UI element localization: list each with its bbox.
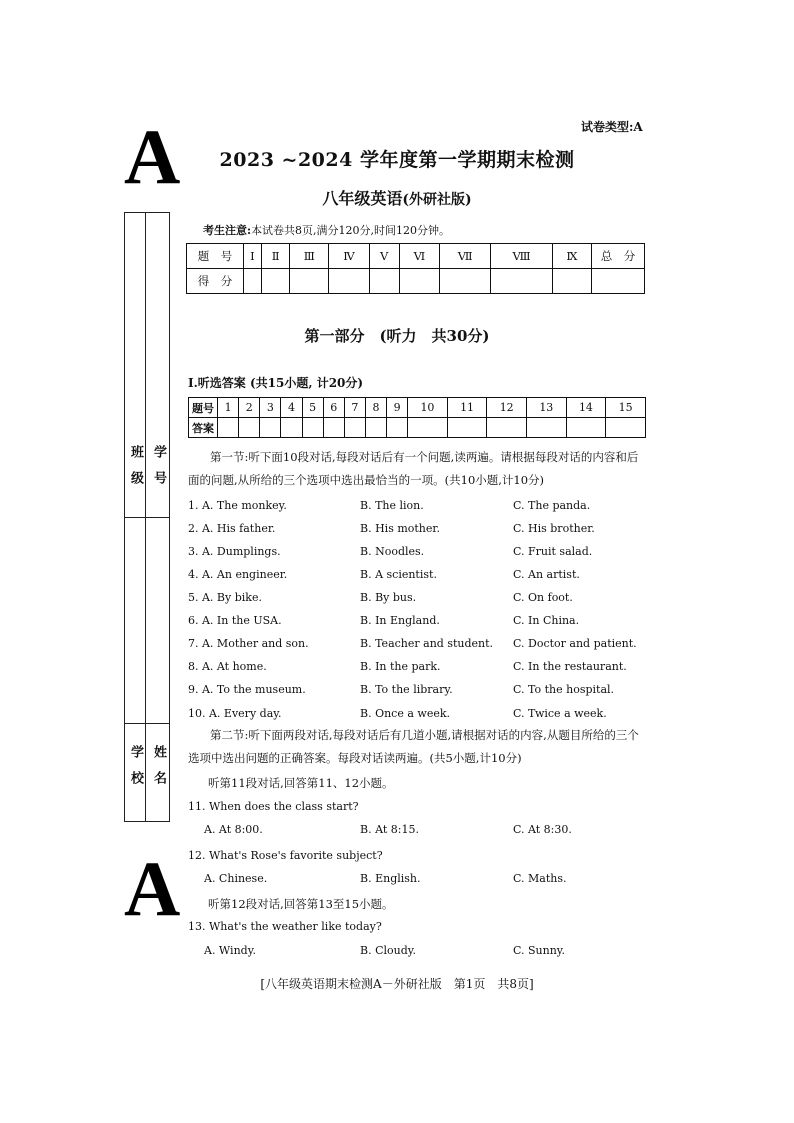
q3-option-a: 3. A. Dumplings.	[188, 545, 281, 558]
q7-option-a: 7. A. Mother and son.	[188, 637, 309, 650]
section-title: 第一部分 (听力 共30分)	[304, 327, 490, 345]
answer-number: 10	[408, 398, 448, 418]
student-number-label: 学 号	[151, 445, 166, 484]
score-cell	[290, 269, 329, 294]
answer-number: 13	[527, 398, 567, 418]
answer-table	[188, 397, 646, 438]
page-footer: [八年级英语期末检测A－外研社版 第1页 共8页]	[260, 977, 534, 991]
answer-number: 11	[447, 398, 487, 418]
notice-label: 考生注意:	[203, 224, 252, 237]
answer-cell	[527, 418, 567, 438]
q3-option-c: C. Fruit salad.	[513, 545, 593, 558]
exam-subtitle	[0, 186, 794, 209]
answer-cell	[365, 418, 386, 438]
score-cell	[440, 269, 491, 294]
answer-number: 15	[606, 398, 646, 418]
q1-option-b: B. The lion.	[360, 499, 424, 512]
answer-number: 4	[281, 398, 302, 418]
score-table-score-row	[187, 269, 645, 294]
score-col: Ⅱ	[261, 244, 289, 269]
score-col: Ⅳ	[329, 244, 369, 269]
answer-number: 8	[365, 398, 386, 418]
score-cell	[491, 269, 553, 294]
paper-type-letter-top: A	[124, 113, 181, 200]
q11-stem: 11. When does the class start?	[188, 800, 359, 813]
score-col: Ⅵ	[399, 244, 440, 269]
score-cell	[552, 269, 591, 294]
answer-cell	[218, 418, 239, 438]
answer-cell	[408, 418, 448, 438]
score-cell	[399, 269, 440, 294]
score-col: Ⅰ	[244, 244, 262, 269]
score-cell	[369, 269, 399, 294]
section2-instructions: 第二节:听下面两段对话,每段对话后有几道小题,请根据对话的内容,从题目所给的三个选项中选出问题的正确答案。每段对话读两遍。(共5小题,计10分)	[188, 728, 639, 765]
q11-option-b: B. At 8:15.	[360, 823, 419, 836]
q5-option-b: B. By bus.	[360, 591, 417, 604]
binding-line	[125, 517, 169, 518]
q6-option-b: B. In England.	[360, 614, 440, 627]
answer-number: 3	[260, 398, 281, 418]
q4-option-a: 4. A. An engineer.	[188, 568, 288, 581]
q9-option-b: B. To the library.	[360, 683, 453, 696]
q8-option-c: C. In the restaurant.	[513, 660, 627, 673]
q11-option-c: C. At 8:30.	[513, 823, 572, 836]
score-cell	[592, 269, 645, 294]
answer-cell	[302, 418, 323, 438]
class-label: 班 级	[128, 445, 143, 484]
q10-option-a: 10. A. Every day.	[188, 707, 282, 720]
answer-cell	[344, 418, 365, 438]
score-table-header-row	[187, 244, 645, 269]
part-title: Ⅰ.听选答案 (共15小题, 计20分)	[188, 376, 364, 390]
q1-option-c: C. The panda.	[513, 499, 591, 512]
binding-line	[125, 723, 169, 724]
q13-stem: 13. What's the weather like today?	[188, 920, 382, 933]
q9-option-c: C. To the hospital.	[513, 683, 615, 696]
q6-option-c: C. In China.	[513, 614, 580, 627]
binding-strip	[124, 212, 170, 822]
subject-name: 八年级英语	[322, 189, 403, 208]
dialog-11-intro: 听第11段对话,回答第11、12小题。	[208, 776, 394, 790]
score-cell	[244, 269, 262, 294]
q13-option-b: B. Cloudy.	[360, 944, 417, 957]
score-cell	[261, 269, 289, 294]
q2-option-c: C. His brother.	[513, 522, 595, 535]
section1-instructions: 第一节:听下面10段对话,每段对话后有一个问题,读两遍。请根据每段对话的内容和后面的问题,从所给的三个选项中选出最恰当的一项。(共10小题,计10分)	[188, 450, 639, 487]
name-label: 姓 名	[151, 745, 166, 784]
notice-text: 本试卷共8页,满分120分,时间120分钟。	[251, 224, 451, 237]
q2-option-b: B. His mother.	[360, 522, 440, 535]
answer-number-row	[189, 398, 646, 418]
q7-option-b: B. Teacher and student.	[360, 637, 494, 650]
q9-option-a: 9. A. To the museum.	[188, 683, 306, 696]
q2-option-a: 2. A. His father.	[188, 522, 276, 535]
score-col: Ⅸ	[552, 244, 591, 269]
paper-type-label: 试卷类型:A	[581, 120, 643, 134]
q8-option-b: B. In the park.	[360, 660, 441, 673]
q13-option-a: A. Windy.	[204, 944, 256, 957]
q3-option-b: B. Noodles.	[360, 545, 425, 558]
q1-option-a: 1. A. The monkey.	[188, 499, 287, 512]
q12-option-b: B. English.	[360, 872, 421, 885]
answer-cell	[447, 418, 487, 438]
score-col-total: 总 分	[592, 244, 645, 269]
answer-cell	[323, 418, 344, 438]
q11-option-a: A. At 8:00.	[204, 823, 263, 836]
score-row-label: 得 分	[187, 269, 244, 294]
answer-cell	[566, 418, 606, 438]
answer-cell	[281, 418, 302, 438]
q8-option-a: 8. A. At home.	[188, 660, 267, 673]
q12-option-a: A. Chinese.	[204, 872, 268, 885]
answer-number: 9	[387, 398, 408, 418]
q12-option-c: C. Maths.	[513, 872, 567, 885]
q5-option-c: C. On foot.	[513, 591, 573, 604]
answer-row-label: 答案	[189, 418, 218, 438]
answer-cell	[387, 418, 408, 438]
q13-option-c: C. Sunny.	[513, 944, 566, 957]
candidate-notice	[203, 222, 450, 238]
dialog-12-intro: 听第12段对话,回答第13至15小题。	[208, 897, 394, 911]
answer-number: 7	[344, 398, 365, 418]
q10-option-b: B. Once a week.	[360, 707, 450, 720]
exam-title: 2023 ~2024 学年度第一学期期末检测	[219, 149, 575, 171]
score-col: Ⅷ	[491, 244, 553, 269]
score-col: Ⅲ	[290, 244, 329, 269]
score-table	[186, 243, 645, 294]
answer-number: 5	[302, 398, 323, 418]
q4-option-b: B. A scientist.	[360, 568, 437, 581]
answer-header-label: 题号	[189, 398, 218, 418]
answer-cell	[487, 418, 527, 438]
q12-stem: 12. What's Rose's favorite subject?	[188, 849, 383, 862]
q6-option-a: 6. A. In the USA.	[188, 614, 282, 627]
answer-cell	[239, 418, 260, 438]
q10-option-c: C. Twice a week.	[513, 707, 607, 720]
school-label: 学 校	[128, 745, 143, 784]
q5-option-a: 5. A. By bike.	[188, 591, 262, 604]
paper-type-letter-bottom: A	[124, 845, 181, 932]
answer-cell	[260, 418, 281, 438]
edition-name: (外研社版)	[402, 192, 472, 208]
answer-number: 1	[218, 398, 239, 418]
answer-number: 2	[239, 398, 260, 418]
score-cell	[329, 269, 369, 294]
score-col: Ⅴ	[369, 244, 399, 269]
answer-number: 14	[566, 398, 606, 418]
answer-number: 12	[487, 398, 527, 418]
answer-row	[189, 418, 646, 438]
answer-number: 6	[323, 398, 344, 418]
score-row-label: 题 号	[187, 244, 244, 269]
q4-option-c: C. An artist.	[513, 568, 580, 581]
answer-cell	[606, 418, 646, 438]
score-col: Ⅶ	[440, 244, 491, 269]
q7-option-c: C. Doctor and patient.	[513, 637, 637, 650]
